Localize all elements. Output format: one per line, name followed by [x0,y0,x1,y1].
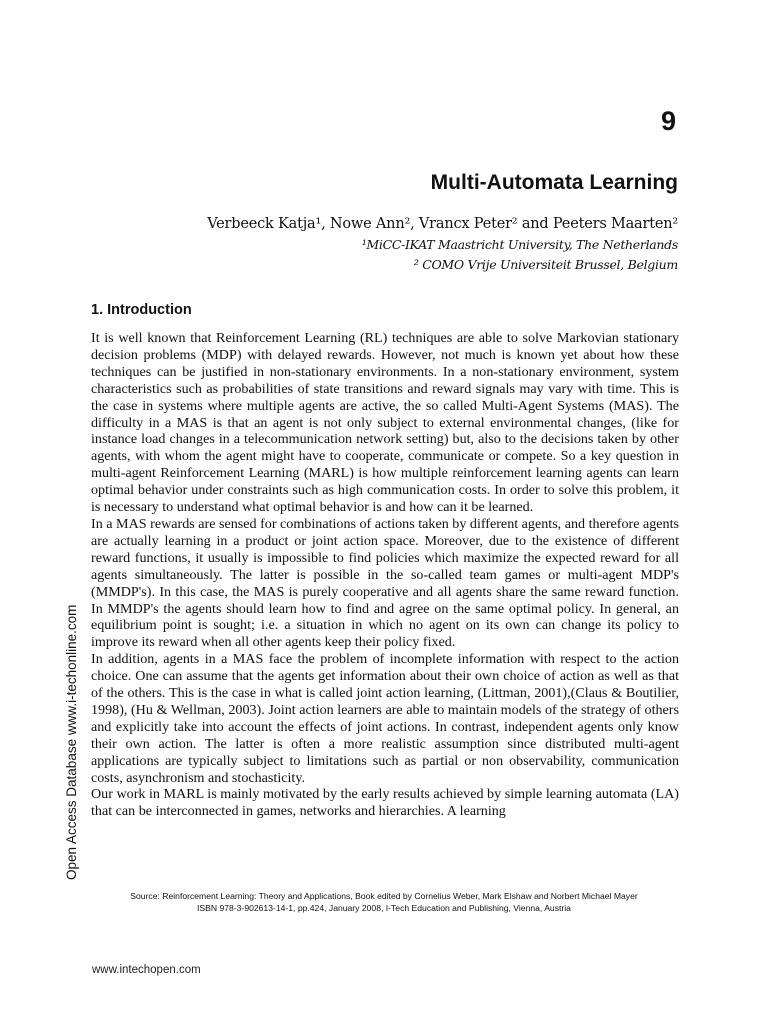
body-text [91,330,679,820]
paragraph-4: Our work in MARL is mainly motivated by the early results achieved by simple learning automata (LA) that can be interconnected in games, networks and hierarchies. A learning [91,786,679,820]
source-note [0,891,768,914]
paragraph-1: It is well known that Reinforcement Learning (RL) techniques are able to solve Markovian stationary decision problems (MDP) with delayed rewards. However, not much is known yet about how these techniques can be justified in non-stationary environments. In a non-stationary environment, system characteristics such as probabilities of state transitions and reward signals may vary with time. This is the case in systems where multiple agents are active, the so called Multi-Agent Systems (MAS). The difficulty in a MAS is that an agent is not only subject to external environmental changes, (like for instance load changes in a telecommunication network setting) but, also to the decisions taken by other agents, with whom the agent might have to cooperate, communicate or compete. So a key question in multi-agent Reinforcement Learning (MARL) is how multiple reinforcement learning agents can learn optimal behavior under constraints such as high communication costs. In order to solve this problem, it is necessary to understand what optimal behavior is and how can it be learned. [91,330,679,516]
footer-url-link[interactable]: www.intechopen.com [92,964,201,976]
paragraph-3: In addition, agents in a MAS face the problem of incomplete information with respect to the action choice. One can assume that the agents get information about their own choice of action as well as that of the others. This is the case in what is called joint action learning, (Littman, 2001),(Claus & Boutilier, 1998), (Hu & Wellman, 2003). Joint action learners are able to maintain models of the strategy of others and explicitly take into account the effects of joint actions. In contrast, independent agents only know their own action. The latter is often a more realistic assumption since distributed multi-agent applications are typically subject to limitations such as partial or non observability, communication costs, asynchronism and stochasticity. [91,651,679,786]
source-note-line-2: ISBN 978-3-902613-14-1, pp.424, January 2008, I-Tech Education and Publishing, Vienna, Austria [197,902,571,913]
chapter-title: Multi-Automata Learning [430,171,678,194]
chapter-number: 9 [660,106,676,136]
source-note-line-1: Source: Reinforcement Learning: Theory and Applications, Book edited by Cornelius Weber, Mark Elshaw and Norbert Michael Mayer [130,891,638,901]
affiliation-2: ² COMO Vrije Universiteit Brussel, Belgium [413,257,678,272]
authors: Verbeeck Katja¹, Nowe Ann², Vrancx Peter² and Peeters Maarten² [207,216,678,232]
section-heading: 1. Introduction [91,302,192,318]
paragraph-2: In a MAS rewards are sensed for combinations of actions taken by different agents, and therefore agents are actually learning in a product or joint action space. Moreover, due to the existence of different reward functions, it usually is impossible to find policies which maximize the expected reward for all agents simultaneously. The latter is possible in the so-called team games or multi-agent MDP's (MMDP's). In this case, the MAS is purely cooperative and all agents share the same reward function. In MMDP's the agents should learn how to find and agree on the same optimal policy. In general, an equilibrium point is sought; i.e. a situation in which no agent on its own can change its policy to improve its reward when all other agents keep their policy fixed. [91,515,679,651]
affiliation-1: ¹MiCC-IKAT Maastricht University, The Netherlands [361,237,678,252]
sidebar-database-notice: Open Access Database www.i-techonline.com [64,604,79,880]
